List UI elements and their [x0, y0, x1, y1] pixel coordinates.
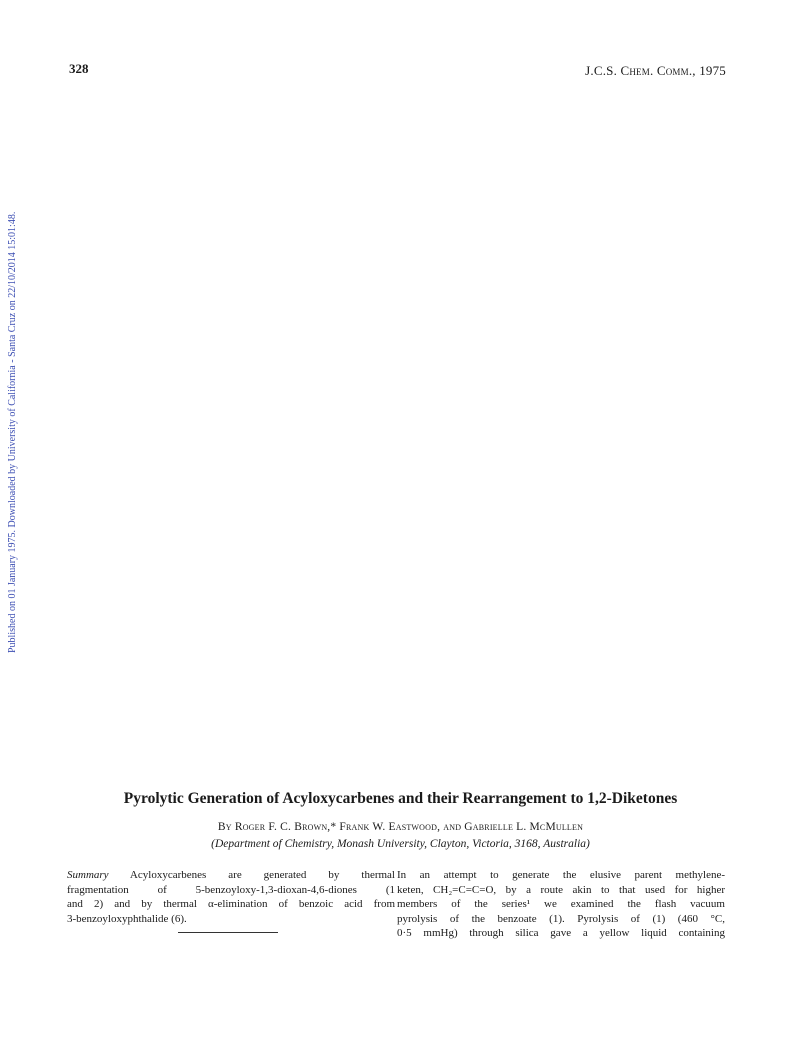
author-list: By Roger F. C. Brown,* Frank W. Eastwood, and Gabrielle L. McMullen [217, 821, 584, 833]
body-line: In an attempt to generate the elusive parent methylene- [397, 869, 725, 881]
summary-label: Summary [67, 869, 109, 881]
summary-line: fragmentation of 5-benzoyloxy-1,3-dioxan-4,6-diones (1 [67, 883, 395, 896]
journal-comm: Comm. [656, 63, 693, 78]
summary-line-text: Acyloxycarbenes are generated by thermal [108, 869, 395, 881]
body-line: keten, CH₂=C=C=O, by a route akin to that used for higher [397, 883, 725, 896]
download-watermark: Published on 01 January 1975. Downloaded by University of California - Santa Cruz on 22/10/2014 15:01:48. [7, 211, 18, 653]
summary-divider [178, 932, 278, 933]
body-line: members of the series¹ we examined the flash vacuum [397, 898, 725, 911]
summary-column [67, 868, 395, 926]
summary-line [67, 868, 395, 883]
summary-paragraph [67, 868, 395, 926]
journal-chem: Chem. [620, 63, 654, 78]
body-line: 0·5 mmHg) through silica gave a yellow liquid containing [397, 927, 725, 940]
journal-year: , 1975 [692, 63, 726, 78]
journal-header [585, 63, 726, 79]
page-number: 328 [69, 61, 89, 76]
summary-line: and 2) and by thermal α-elimination of benzoic acid from [67, 898, 395, 911]
body-line: pyrolysis of the benzoate (1). Pyrolysis of (1) (460 °C, [397, 912, 725, 925]
author-affiliation: (Department of Chemistry, Monash University, Clayton, Victoria, 3168, Australia) [211, 838, 590, 850]
summary-line: 3-benzoyloxyphthalide (6). [67, 912, 187, 925]
article-title: Pyrolytic Generation of Acyloxycarbenes and their Rearrangement to 1,2-Diketones [123, 790, 678, 807]
body-column [397, 868, 725, 941]
journal-prefix: J.C.S. [585, 63, 621, 78]
